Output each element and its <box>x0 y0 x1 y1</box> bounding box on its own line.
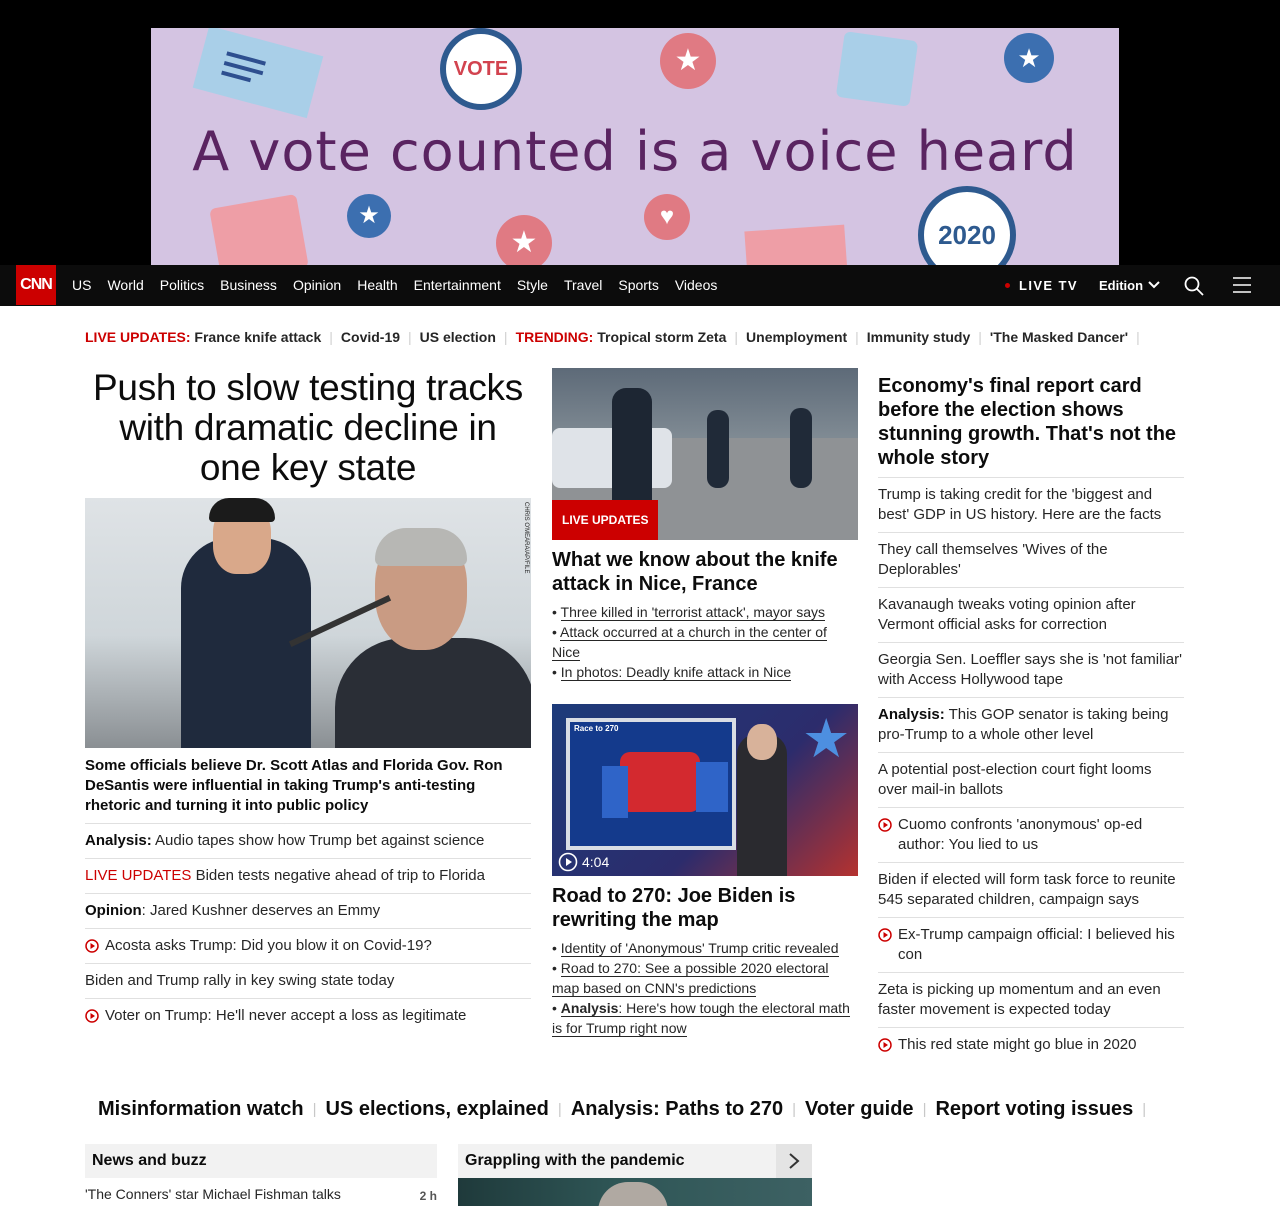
link-text: In photos: Deadly knife attack in Nice <box>560 664 792 680</box>
trend-link-zeta[interactable]: Tropical storm Zeta <box>597 329 727 345</box>
list-item[interactable]: • In photos: Deadly knife attack in Nice <box>552 664 792 680</box>
year-badge <box>918 186 1016 265</box>
pandemic-story-image[interactable] <box>458 1178 812 1206</box>
live-updates-badge: LIVE UPDATES <box>552 500 658 540</box>
trend-link-covid[interactable]: Covid-19 <box>340 329 401 345</box>
road-to-270-headline[interactable]: Road to 270: Joe Biden is rewriting the map <box>552 885 796 931</box>
nav-link-style[interactable]: Style <box>516 277 548 293</box>
divider: | <box>922 1100 927 1118</box>
calendar-icon <box>209 194 309 265</box>
photo-credit: CHRIS O'MEARA/AP/FILE <box>523 502 529 574</box>
ballot-card-decoration <box>193 28 324 118</box>
officer-figure <box>790 408 812 488</box>
topic-link-elections-explained[interactable]: US elections, explained <box>325 1097 549 1120</box>
list-item-text: : Jared Kushner deserves an Emmy <box>141 902 381 919</box>
video-play-icon <box>558 852 578 872</box>
list-item[interactable] <box>878 533 1184 588</box>
list-item-text: Biden tests negative ahead of trip to Florida <box>191 867 485 884</box>
live-updates-label: LIVE UPDATES: <box>85 329 191 345</box>
divider: | <box>1142 1100 1147 1118</box>
list-item-text: 'The Conners' star Michael Fishman talks <box>85 1186 341 1202</box>
lead-related-list <box>85 824 531 1033</box>
topic-link-paths-270[interactable]: Analysis: Paths to 270 <box>570 1097 784 1120</box>
star-icon: ★ <box>660 33 716 89</box>
video-duration <box>558 852 609 872</box>
topic-link-report-voting[interactable]: Report voting issues <box>935 1097 1134 1120</box>
list-item[interactable] <box>878 1028 1184 1062</box>
live-tv-link[interactable] <box>1005 278 1078 293</box>
nav-link-travel[interactable]: Travel <box>563 277 603 293</box>
list-item[interactable]: • Road to 270: See a possible 2020 electoral map based on CNN's predictions <box>552 960 829 996</box>
person-right-figure <box>335 638 531 748</box>
list-item[interactable]: • Three killed in 'terrorist attack', mayor says <box>552 604 825 620</box>
list-item-text: Voter on Trump: He'll never accept a loss as legitimate <box>105 1007 467 1024</box>
pandemic-section-header <box>458 1144 812 1178</box>
list-item-text: This GOP senator is taking being pro-Trump to a whole other level <box>878 706 1169 743</box>
person-left-hair <box>209 498 275 522</box>
divider: | <box>734 329 739 345</box>
nav-links <box>64 265 725 305</box>
divider: | <box>408 329 412 345</box>
anchor-head <box>747 724 777 760</box>
ad-banner[interactable] <box>151 28 1119 265</box>
lead-story-column <box>85 368 531 1033</box>
video-play-icon <box>85 939 99 953</box>
trend-link-unemployment[interactable]: Unemployment <box>746 329 848 345</box>
vote-badge-label: VOTE <box>453 57 509 80</box>
trend-link-masked-dancer[interactable]: 'The Masked Dancer' <box>989 329 1129 345</box>
nav-link-business[interactable]: Business <box>220 277 277 293</box>
lead-story-image[interactable] <box>85 498 531 748</box>
middle-column <box>552 368 858 1038</box>
list-item[interactable] <box>878 753 1184 808</box>
divider: | <box>855 329 859 345</box>
video-play-icon <box>878 1038 892 1052</box>
top-navigation <box>0 265 1280 306</box>
officer-figure <box>612 388 652 518</box>
calendar-icon <box>836 31 918 107</box>
list-item[interactable] <box>85 1186 437 1203</box>
road-to-270-video[interactable] <box>552 704 858 876</box>
edition-selector[interactable]: Edition <box>1099 278 1144 293</box>
list-item[interactable]: • Attack occurred at a church in the center of Nice <box>552 624 827 660</box>
live-dot-icon <box>1005 283 1010 288</box>
star-icon: ★ <box>1004 33 1054 83</box>
link-text: Attack occurred at a church in the center of Nice <box>552 624 827 660</box>
list-item-text: Cuomo confronts 'anonymous' op-ed author: You lied to us <box>898 816 1143 853</box>
map-screen <box>566 718 736 850</box>
link-text: Identity of 'Anonymous' Trump critic revealed <box>560 940 839 956</box>
list-item-text: Zeta is picking up momentum and an even faster movement is expected today <box>878 981 1161 1018</box>
list-item[interactable]: • Identity of 'Anonymous' Trump critic revealed <box>552 940 839 956</box>
officer-figure <box>707 410 729 488</box>
ad-headline: A vote counted is a voice heard <box>192 120 1078 183</box>
list-item[interactable] <box>878 698 1184 753</box>
topic-link-voter-guide[interactable]: Voter guide <box>805 1097 914 1120</box>
video-play-icon <box>878 818 892 832</box>
nice-attack-image[interactable] <box>552 368 858 540</box>
list-item-text: Biden if elected will form task force to reunite 545 separated children, campaign says <box>878 871 1176 908</box>
link-text: Three killed in 'terrorist attack', mayor says <box>560 604 825 620</box>
lead-headline[interactable]: Push to slow testing tracks with dramatic decline in one key state <box>93 367 523 488</box>
divider: | <box>503 329 508 345</box>
list-item[interactable] <box>85 929 531 964</box>
analysis-label: Analysis: <box>878 706 945 723</box>
link-text: : Here's how tough the electoral math is for Trump right now <box>552 1000 850 1036</box>
economy-headline[interactable]: Economy's final report card before the election shows stunning growth. That's not the whole story <box>878 368 1184 478</box>
nav-link-videos[interactable]: Videos <box>674 277 718 293</box>
divider: | <box>329 329 333 345</box>
list-item[interactable] <box>85 964 531 999</box>
analysis-label: Analysis <box>560 1000 619 1016</box>
carousel-next-button[interactable] <box>776 1144 812 1178</box>
topic-link-misinformation[interactable]: Misinformation watch <box>98 1097 304 1120</box>
list-item-text: Acosta asks Trump: Did you blow it on Covid-19? <box>105 937 432 954</box>
lead-caption[interactable]: Some officials believe Dr. Scott Atlas and Florida Gov. Ron DeSantis were influential in taking Trump's anti-testing rhetoric and turning it into public policy <box>85 756 531 824</box>
chevron-right-icon <box>788 1152 800 1170</box>
heart-icon: ♥ <box>644 194 690 240</box>
divider: | <box>1136 329 1140 345</box>
star-icon: ★ <box>496 215 552 265</box>
map-blue-region <box>696 762 728 812</box>
divider: | <box>978 329 982 345</box>
list-item-text: A potential post-election court fight looms over mail-in ballots <box>878 761 1152 798</box>
menu-icon[interactable] <box>1232 277 1252 293</box>
video-play-icon <box>878 928 892 942</box>
nav-link-world[interactable]: World <box>107 277 144 293</box>
list-item[interactable] <box>878 808 1184 863</box>
list-item[interactable] <box>85 824 531 859</box>
nav-link-us[interactable]: US <box>72 277 92 293</box>
trending-bar <box>85 327 1185 347</box>
list-item[interactable] <box>878 478 1184 533</box>
topic-bar <box>98 1096 1155 1122</box>
duration-label: 4:04 <box>582 854 610 870</box>
list-item[interactable]: • Analysis: Here's how tough the electoral math is for Trump right now <box>552 1000 850 1036</box>
trend-link-election[interactable]: US election <box>419 329 496 345</box>
trending-label: TRENDING: <box>515 329 594 345</box>
year-badge-label: 2020 <box>938 219 996 250</box>
screen-title: Race to 270 <box>574 724 619 733</box>
person-right-hair <box>375 528 467 566</box>
list-item-text: Biden and Trump rally in key swing state today <box>85 972 395 989</box>
analysis-label: Analysis: <box>85 832 152 849</box>
trend-link-immunity[interactable]: Immunity study <box>866 329 971 345</box>
search-icon[interactable] <box>1184 276 1204 296</box>
chevron-down-icon[interactable] <box>1148 279 1160 291</box>
nav-link-opinion[interactable]: Opinion <box>292 277 342 293</box>
nav-link-entertainment[interactable]: Entertainment <box>413 277 501 293</box>
list-item[interactable] <box>878 973 1184 1028</box>
right-column <box>878 368 1184 1062</box>
divider: | <box>792 1100 797 1118</box>
star-icon: ★ <box>347 194 391 238</box>
nav-link-health[interactable]: Health <box>357 277 398 293</box>
nav-link-politics[interactable]: Politics <box>159 277 205 293</box>
list-item-text: Kavanaugh tweaks voting opinion after Vermont official asks for correction <box>878 596 1136 633</box>
image-subject <box>598 1182 668 1206</box>
trend-link-france[interactable]: France knife attack <box>194 329 322 345</box>
divider: | <box>312 1100 317 1118</box>
divider: | <box>557 1100 562 1118</box>
video-play-icon <box>85 1009 99 1023</box>
ad-zone <box>0 0 1280 265</box>
list-item-text: Audio tapes show how Trump bet against science <box>151 832 485 849</box>
list-item[interactable] <box>878 918 1184 973</box>
list-item[interactable] <box>85 999 531 1033</box>
nav-link-sports[interactable]: Sports <box>618 277 659 293</box>
pandemic-section-title: Grappling with the pandemic <box>465 1152 685 1169</box>
live-tv-label: LIVE TV <box>1019 278 1078 293</box>
list-item[interactable] <box>878 643 1184 698</box>
map-red-region <box>620 752 700 812</box>
list-item[interactable] <box>85 859 531 894</box>
road-to-270-links <box>552 938 858 1038</box>
list-item-text: Ex-Trump campaign official: I believed his con <box>898 926 1175 963</box>
list-item-text: They call themselves 'Wives of the Deplorables' <box>878 541 1108 578</box>
star-graphic: ★ <box>802 709 851 769</box>
timestamp: 2 h <box>419 1189 437 1203</box>
list-item-text: Georgia Sen. Loeffler says she is 'not familiar' with Access Hollywood tape <box>878 651 1182 688</box>
live-updates-label: LIVE UPDATES <box>85 867 192 884</box>
news-and-buzz-header: News and buzz <box>85 1144 437 1178</box>
nice-attack-headline[interactable]: What we know about the knife attack in Nice, France <box>552 549 838 595</box>
list-item[interactable] <box>878 863 1184 918</box>
list-item-text: This red state might go blue in 2020 <box>898 1036 1137 1053</box>
link-text: Road to 270: See a possible 2020 electoral map based on CNN's predictions <box>552 960 829 996</box>
nice-attack-links <box>552 602 858 682</box>
list-item[interactable] <box>85 894 531 929</box>
ballot-card-decoration <box>744 225 847 265</box>
opinion-label: Opinion <box>85 902 142 919</box>
list-item[interactable] <box>878 588 1184 643</box>
map-blue-region <box>602 766 628 818</box>
cnn-logo[interactable]: CNN <box>16 265 56 305</box>
list-item-text: Trump is taking credit for the 'biggest and best' GDP in US history. Here are the facts <box>878 486 1162 523</box>
vote-badge <box>440 28 522 110</box>
